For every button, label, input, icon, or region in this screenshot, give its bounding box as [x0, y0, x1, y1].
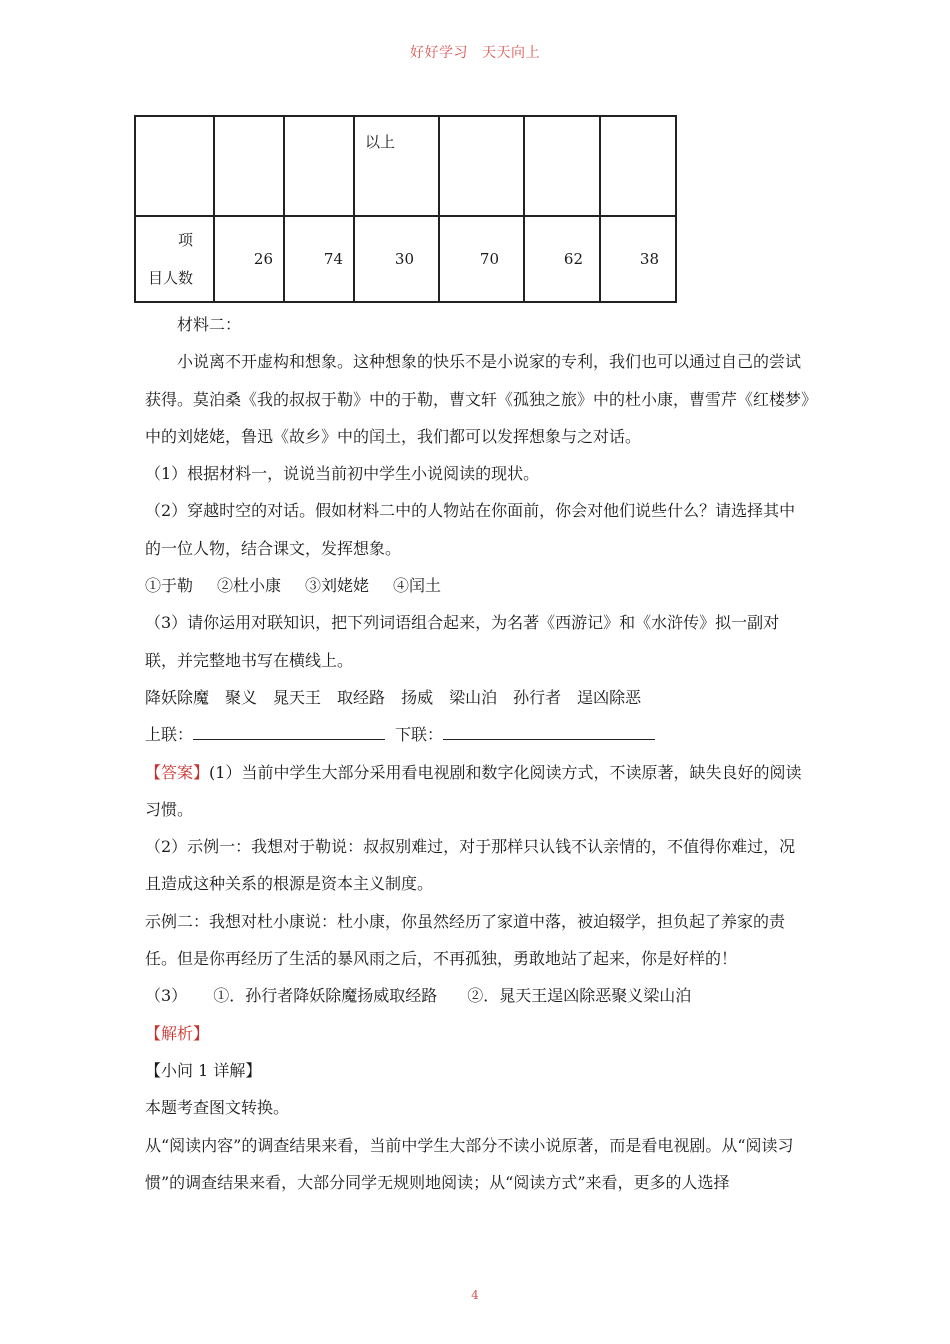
option-item: ③刘姥姥: [305, 576, 370, 596]
option-item: ①于勒: [145, 576, 194, 596]
question-3: （3）请你运用对联知识，把下列词语组合起来，为名著《西游记》和《水浒传》拟一副对联，并完整地书写在横线上。: [145, 613, 780, 670]
header-slogan-left: 好好学习: [410, 45, 468, 61]
word-item: 聚义: [225, 687, 258, 707]
table-cell: [135, 116, 214, 216]
material2-paragraph: 小说离不开虚构和想象。这种想象的快乐不是小说家的专利，我们也可以通过自己的尝试获得。莫泊桑《我的叔叔于勒》中的于勒，曹文轩《孤独之旅》中的杜小康，曹雪芹《红楼梦》中的刘姥姥，鲁迅《故乡》中的闰土，我们都可以发挥想象与之对话。: [145, 352, 810, 446]
word-item: 取经路: [337, 687, 386, 707]
table-cell-value: 70: [439, 216, 524, 302]
option-item: ④闰土: [393, 576, 442, 596]
table-row-label: 项 目人数: [135, 216, 214, 302]
table-cell: [284, 116, 354, 216]
answer-3-lower: ②．晁天王逞凶除恶聚义梁山泊: [467, 986, 692, 1006]
survey-table: [134, 115, 677, 303]
table-cell-value: 26: [214, 216, 284, 302]
table-row-bottom: [135, 216, 676, 302]
table-cell-value: 30: [354, 216, 439, 302]
table-cell-value: 38: [600, 216, 676, 302]
question-2-options: [145, 567, 810, 604]
header-slogan-right: 天天向上: [482, 45, 540, 61]
table-cell: [600, 116, 676, 216]
answer-2-example-2: 示例二：我想对杜小康说：杜小康，你虽然经历了家道中落，被迫辍学，担负起了养家的责任。但是你再经历了生活的暴风雨之后，不再孤独，勇敢地站了起来，你是好样的！: [145, 911, 786, 969]
lower-couplet-blank[interactable]: [443, 717, 655, 740]
table-cell: [524, 116, 600, 216]
question-1: （1）根据材料一，说说当前初中学生小说阅读的现状。: [145, 464, 540, 484]
material2-title: 材料二：: [177, 315, 242, 334]
table-row-top: [135, 116, 676, 216]
word-item: 孙行者: [513, 687, 562, 707]
table-cell: 以上: [354, 116, 439, 216]
page-header: [0, 42, 950, 62]
table-cell-value: 62: [524, 216, 600, 302]
analysis-line-2: 从“阅读内容”的调查结果来看，当前中学生大部分不读小说原著，而是看电视剧。从“阅读习惯”的调查结果来看，大部分同学无规则地阅读；从“阅读方式”来看，更多的人选择: [145, 1135, 794, 1192]
couplet-lines: [145, 716, 810, 753]
option-item: ②杜小康: [217, 576, 282, 596]
word-item: 晁天王: [273, 687, 322, 707]
table-cell: [439, 116, 524, 216]
analysis-tag: 【解析】: [145, 1023, 210, 1043]
page-number: 4: [471, 1288, 479, 1302]
answer-3: （3） ①．孙行者降妖除魔扬威取经路 ②．晁天王逞凶除恶聚义梁山泊: [145, 986, 692, 1006]
word-item: 梁山泊: [449, 687, 498, 707]
word-item: 逞凶除恶: [577, 687, 642, 707]
upper-couplet-label: 上联：: [145, 725, 194, 745]
question-3-words: [145, 679, 810, 716]
answer-1: 【答案】(1）当前中学生大部分采用看电视剧和数字化阅读方式，不读原著，缺失良好的阅读习惯。: [145, 762, 802, 819]
analysis-line-1: 本题考查图文转换。: [145, 1098, 290, 1118]
answer-tag: 【答案】: [145, 762, 210, 782]
table-cell-value: 74: [284, 216, 354, 302]
document-body: [145, 306, 810, 1201]
answer-3-upper: ①．孙行者降妖除魔扬威取经路: [213, 986, 438, 1006]
word-item: 扬威: [401, 687, 434, 707]
analysis-subheading: 【小问 1 详解】: [145, 1060, 262, 1080]
question-2: （2）穿越时空的对话。假如材料二中的人物站在你面前，你会对他们说些什么？请选择其中的一位人物，结合课文，发挥想象。: [145, 501, 796, 558]
upper-couplet-blank[interactable]: [193, 717, 385, 740]
answer-2: （2）示例一：我想对于勒说：叔叔别难过，对于那样只认钱不认亲情的，不值得你难过，况且造成这种关系的根源是资本主义制度。: [145, 837, 796, 894]
word-item: 降妖除魔: [145, 687, 210, 707]
table-cell: [214, 116, 284, 216]
lower-couplet-label: 下联：: [395, 725, 444, 745]
